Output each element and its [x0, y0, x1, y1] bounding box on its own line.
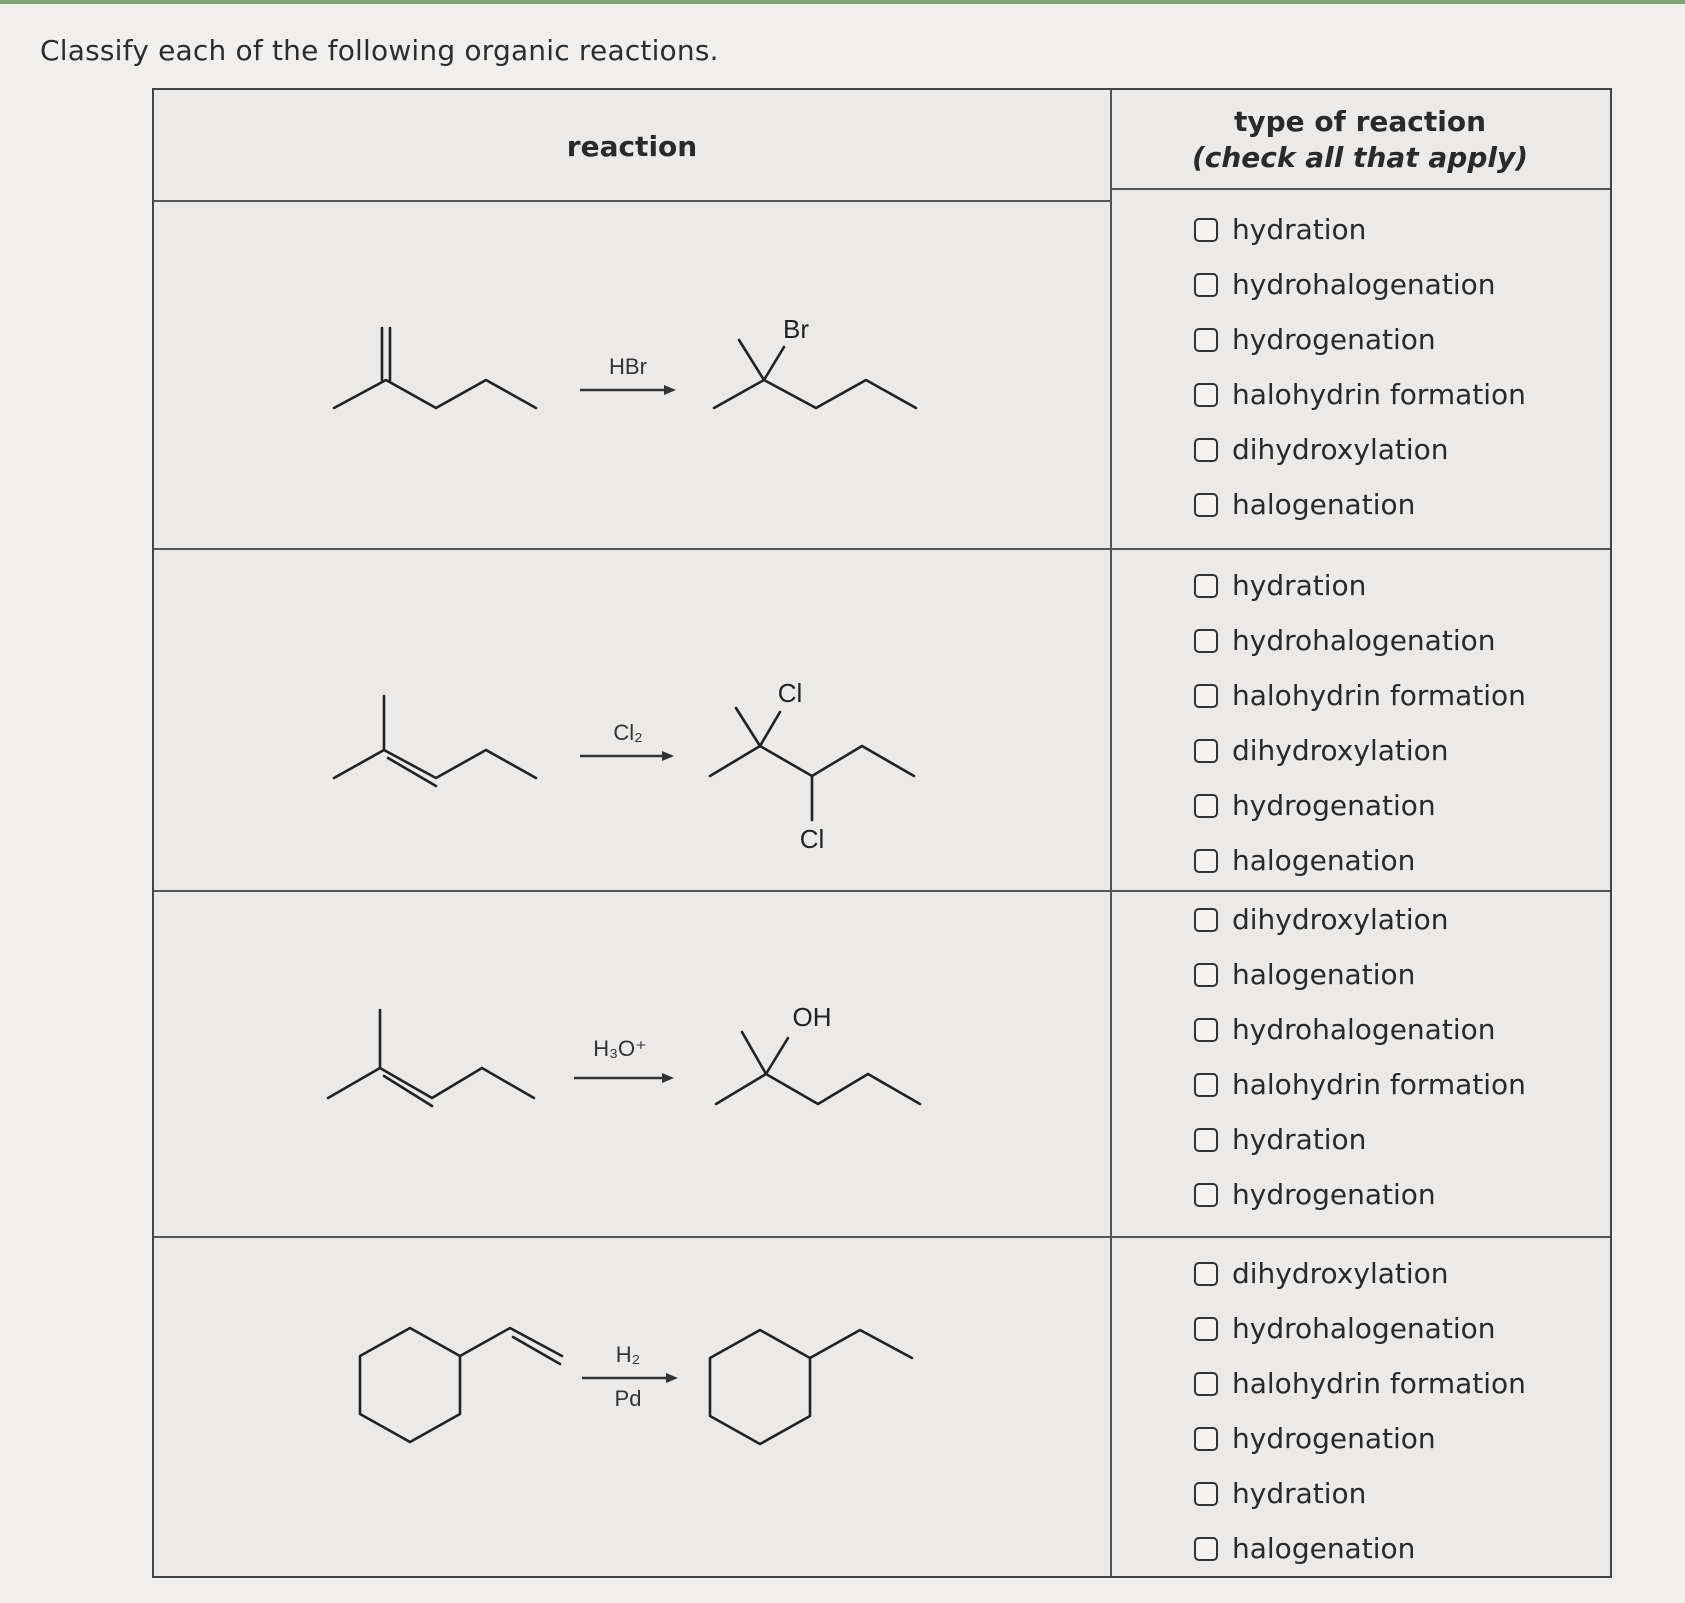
option-r1-hydrohalogenation[interactable]: hydrohalogenation	[1194, 257, 1526, 312]
product-3-structure	[716, 1032, 920, 1104]
checkbox[interactable]	[1194, 218, 1218, 242]
option-r2-hydration[interactable]: hydration	[1194, 558, 1526, 613]
product-2-label-cl-top: Cl	[777, 678, 803, 708]
option-r4-hydration[interactable]: hydration	[1194, 1466, 1526, 1521]
checkbox[interactable]	[1194, 963, 1218, 987]
option-r3-hydrogenation[interactable]: hydrogenation	[1194, 1167, 1526, 1222]
reaction-4-reagent-bottom: Pd	[614, 1386, 642, 1411]
product-2-structure	[710, 708, 914, 820]
option-r4-dihydroxylation[interactable]: dihydroxylation	[1194, 1246, 1526, 1301]
checkbox[interactable]	[1194, 1372, 1218, 1396]
reaction-2-options	[1194, 558, 1526, 888]
reaction-1-reagent: HBr	[609, 354, 647, 379]
option-r1-halohydrin-formation[interactable]: halohydrin formation	[1194, 367, 1526, 422]
option-r2-hydrogenation[interactable]: hydrogenation	[1194, 778, 1526, 833]
reaction-row-2	[154, 550, 1610, 890]
product-2-label-cl-bottom: Cl	[799, 824, 825, 854]
option-r3-hydrohalogenation[interactable]: hydrohalogenation	[1194, 1002, 1526, 1057]
checkbox[interactable]	[1194, 1073, 1218, 1097]
option-r4-hydrogenation[interactable]: hydrogenation	[1194, 1411, 1526, 1466]
option-r2-dihydroxylation[interactable]: dihydroxylation	[1194, 723, 1526, 778]
reaction-1-options	[1194, 202, 1526, 532]
checkbox[interactable]	[1194, 739, 1218, 763]
top-accent-bar	[0, 0, 1685, 4]
option-r2-halogenation[interactable]: halogenation	[1194, 833, 1526, 888]
product-1-label-br: Br	[783, 314, 809, 344]
product-3-label-oh: OH	[792, 1002, 832, 1032]
reaction-1-scheme	[154, 202, 1110, 548]
reaction-row-1	[154, 202, 1610, 548]
checkbox[interactable]	[1194, 438, 1218, 462]
checkbox[interactable]	[1194, 1128, 1218, 1152]
reactant-2-structure	[334, 696, 536, 786]
option-r3-dihydroxylation[interactable]: dihydroxylation	[1194, 892, 1526, 947]
reaction-row-4	[154, 1238, 1610, 1578]
checkbox[interactable]	[1194, 629, 1218, 653]
reaction-3-scheme	[154, 892, 1110, 1236]
option-r1-dihydroxylation[interactable]: dihydroxylation	[1194, 422, 1526, 477]
option-r1-halogenation[interactable]: halogenation	[1194, 477, 1526, 532]
checkbox[interactable]	[1194, 908, 1218, 932]
reaction-3-reagent: H₃O⁺	[593, 1036, 647, 1061]
type-column-header	[1110, 90, 1610, 190]
reaction-column-header: reaction	[566, 129, 698, 163]
checkbox[interactable]	[1194, 328, 1218, 352]
reaction-row-3	[154, 892, 1610, 1236]
checkbox[interactable]	[1194, 493, 1218, 517]
checkbox[interactable]	[1194, 574, 1218, 598]
reactant-4-structure	[360, 1328, 562, 1442]
option-r2-hydrohalogenation[interactable]: hydrohalogenation	[1194, 613, 1526, 668]
reactant-3-structure	[328, 1010, 534, 1106]
option-r4-halohydrin-formation[interactable]: halohydrin formation	[1194, 1356, 1526, 1411]
option-r3-halohydrin-formation[interactable]: halohydrin formation	[1194, 1057, 1526, 1112]
type-header-title: type of reaction	[1233, 105, 1487, 138]
checkbox[interactable]	[1194, 1427, 1218, 1451]
type-header-subtitle: (check all that apply)	[1191, 141, 1529, 174]
option-r3-hydration[interactable]: hydration	[1194, 1112, 1526, 1167]
instructions-text: Classify each of the following organic reactions.	[40, 34, 719, 67]
reaction-2-scheme	[154, 550, 1110, 890]
option-r1-hydrogenation[interactable]: hydrogenation	[1194, 312, 1526, 367]
checkbox[interactable]	[1194, 1183, 1218, 1207]
checkbox[interactable]	[1194, 1262, 1218, 1286]
reactant-1-structure	[334, 328, 536, 408]
checkbox[interactable]	[1194, 273, 1218, 297]
reaction-4-options	[1194, 1246, 1526, 1576]
product-4-structure	[710, 1330, 912, 1444]
option-r2-halohydrin-formation[interactable]: halohydrin formation	[1194, 668, 1526, 723]
checkbox[interactable]	[1194, 1482, 1218, 1506]
checkbox[interactable]	[1194, 1537, 1218, 1561]
product-1-structure	[714, 340, 916, 408]
option-r1-hydration[interactable]: hydration	[1194, 202, 1526, 257]
reaction-4-scheme	[154, 1238, 1110, 1578]
option-r4-hydrohalogenation[interactable]: hydrohalogenation	[1194, 1301, 1526, 1356]
checkbox[interactable]	[1194, 1018, 1218, 1042]
checkbox[interactable]	[1194, 794, 1218, 818]
reaction-2-reagent: Cl₂	[613, 720, 643, 745]
option-r3-halogenation[interactable]: halogenation	[1194, 947, 1526, 1002]
reaction-4-reagent-top: H₂	[615, 1342, 641, 1367]
checkbox[interactable]	[1194, 684, 1218, 708]
option-r4-halogenation[interactable]: halogenation	[1194, 1521, 1526, 1576]
reaction-table	[152, 88, 1612, 1578]
checkbox[interactable]	[1194, 849, 1218, 873]
reaction-3-options	[1194, 892, 1526, 1222]
header-divider-right	[1110, 188, 1610, 190]
checkbox[interactable]	[1194, 383, 1218, 407]
checkbox[interactable]	[1194, 1317, 1218, 1341]
